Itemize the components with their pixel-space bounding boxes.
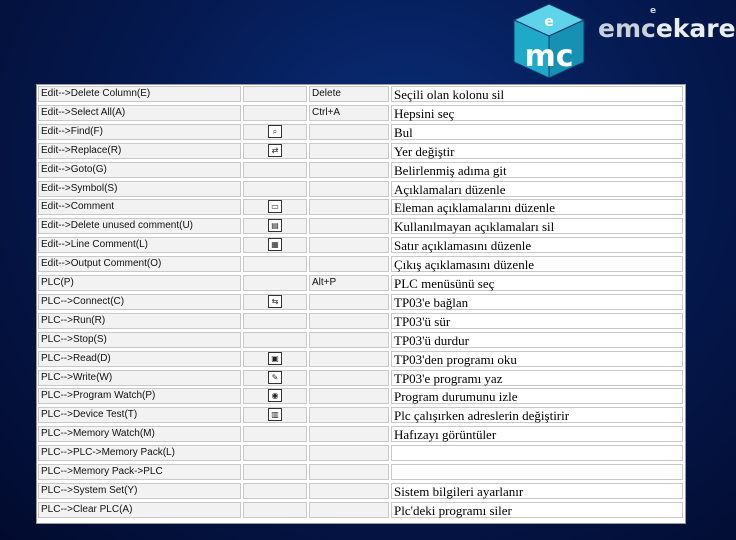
shortcut-cell (309, 502, 389, 518)
shortcut-cell (309, 237, 389, 253)
command-cell: PLC-->Device Test(T) (38, 407, 241, 423)
description-cell (391, 464, 683, 480)
toolbar-icon-cell (243, 162, 307, 178)
toolbar-icon-cell (243, 237, 307, 253)
line-comment-icon: ▦ (268, 238, 282, 251)
write-icon: ✎ (268, 371, 282, 384)
toolbar-icon-cell (243, 502, 307, 518)
table-row (37, 217, 685, 235)
toolbar-icon-cell (243, 143, 307, 159)
table-row (37, 482, 685, 500)
toolbar-icon-cell (243, 294, 307, 310)
command-cell: Edit-->Delete unused comment(U) (38, 218, 241, 234)
table-row (37, 123, 685, 141)
toolbar-icon-cell (243, 426, 307, 442)
table-row (37, 501, 685, 519)
shortcut-cell (309, 351, 389, 367)
table-row (37, 387, 685, 405)
command-cell: PLC-->Read(D) (38, 351, 241, 367)
find-icon: ⌕ (268, 125, 282, 138)
description-cell: Yer değiştir (391, 143, 683, 159)
shortcut-cell (309, 294, 389, 310)
description-cell: Hafızayı görüntüler (391, 426, 683, 442)
toolbar-icon-cell (243, 199, 307, 215)
table-row (37, 369, 685, 387)
command-cell: Edit-->Delete Column(E) (38, 86, 241, 102)
command-cell: PLC-->Write(W) (38, 370, 241, 386)
program-watch-icon: ◉ (268, 389, 282, 402)
brand-part1: emc (598, 14, 656, 43)
command-cell: PLC-->PLC->Memory Pack(L) (38, 445, 241, 461)
toolbar-icon-cell (243, 124, 307, 140)
description-cell: Bul (391, 124, 683, 140)
device-test-icon: ▥ (268, 408, 282, 421)
command-cell: PLC-->Run(R) (38, 313, 241, 329)
brand-wordmark (598, 14, 736, 44)
description-cell: Plc'deki programı siler (391, 502, 683, 518)
command-cell: Edit-->Goto(G) (38, 162, 241, 178)
table-row (37, 161, 685, 179)
table-row (37, 293, 685, 311)
table-row (37, 180, 685, 198)
table-row (37, 406, 685, 424)
description-cell: Kullanılmayan açıklamaları sil (391, 218, 683, 234)
shortcut-cell (309, 199, 389, 215)
shortcut-cell (309, 464, 389, 480)
shortcut-cell (309, 162, 389, 178)
shortcut-cell (309, 124, 389, 140)
table-row (37, 350, 685, 368)
command-cell: PLC-->Program Watch(P) (38, 388, 241, 404)
shortcut-cell (309, 313, 389, 329)
command-cell: Edit-->Output Comment(O) (38, 256, 241, 272)
toolbar-icon-cell (243, 313, 307, 329)
description-cell: Hepsini seç (391, 105, 683, 121)
brand-part2: ekare (655, 14, 736, 43)
description-cell: PLC menüsünü seç (391, 275, 683, 291)
toolbar-icon-cell (243, 464, 307, 480)
toolbar-icon-cell (243, 370, 307, 386)
emc-cube-logo (510, 2, 588, 80)
shortcut-cell (309, 181, 389, 197)
shortcut-cell (309, 407, 389, 423)
table-row (37, 198, 685, 216)
command-cell: PLC-->Memory Watch(M) (38, 426, 241, 442)
description-cell: Seçili olan kolonu sil (391, 86, 683, 102)
command-cell: PLC-->Stop(S) (38, 332, 241, 348)
shortcut-cell (309, 370, 389, 386)
command-cell: Edit-->Comment (38, 199, 241, 215)
shortcut-cell: Delete (309, 86, 389, 102)
shortcut-cell (309, 218, 389, 234)
toolbar-icon-cell (243, 181, 307, 197)
toolbar-icon-cell (243, 86, 307, 102)
command-cell: PLC-->Memory Pack->PLC (38, 464, 241, 480)
toolbar-icon-cell (243, 483, 307, 499)
toolbar-icon-cell (243, 332, 307, 348)
shortcut-cell: Ctrl+A (309, 105, 389, 121)
description-cell: Belirlenmiş adıma git (391, 162, 683, 178)
read-icon: ▣ (268, 352, 282, 365)
shortcut-cell (309, 143, 389, 159)
logo-top-letter: e (544, 14, 554, 30)
command-table (36, 84, 686, 524)
description-cell: Satır açıklamasını düzenle (391, 237, 683, 253)
toolbar-icon-cell (243, 218, 307, 234)
logo-letters: mc (524, 39, 574, 74)
description-cell: TP03'e programı yaz (391, 370, 683, 386)
command-cell: PLC-->Clear PLC(A) (38, 502, 241, 518)
description-cell: Program durumunu izle (391, 388, 683, 404)
command-cell: Edit-->Find(F) (38, 124, 241, 140)
table-row (37, 236, 685, 254)
shortcut-cell (309, 256, 389, 272)
shortcut-cell (309, 445, 389, 461)
toolbar-icon-cell (243, 275, 307, 291)
table-row (37, 274, 685, 292)
description-cell: Eleman açıklamalarını düzenle (391, 199, 683, 215)
description-cell: TP03'ü sür (391, 313, 683, 329)
table-row (37, 425, 685, 443)
table-row (37, 463, 685, 481)
shortcut-cell (309, 426, 389, 442)
command-cell: Edit-->Symbol(S) (38, 181, 241, 197)
connect-icon: ⇆ (268, 295, 282, 308)
description-cell: TP03'ü durdur (391, 332, 683, 348)
toolbar-icon-cell (243, 388, 307, 404)
table-row (37, 104, 685, 122)
description-cell: Plc çalışırken adreslerin değiştirir (391, 407, 683, 423)
comment-icon: ▭ (268, 200, 282, 213)
shortcut-cell: Alt+P (309, 275, 389, 291)
toolbar-icon-cell (243, 407, 307, 423)
table-row (37, 255, 685, 273)
command-cell: Edit-->Replace(R) (38, 143, 241, 159)
description-cell: Sistem bilgileri ayarlanır (391, 483, 683, 499)
toolbar-icon-cell (243, 351, 307, 367)
command-cell: PLC-->System Set(Y) (38, 483, 241, 499)
shortcut-cell (309, 388, 389, 404)
delete-comment-icon: ▤ (268, 219, 282, 232)
command-cell: PLC-->Connect(C) (38, 294, 241, 310)
command-cell: Edit-->Line Comment(L) (38, 237, 241, 253)
toolbar-icon-cell (243, 256, 307, 272)
table-row (37, 85, 685, 103)
description-cell: Çıkış açıklamasını düzenle (391, 256, 683, 272)
table-row (37, 312, 685, 330)
toolbar-icon-cell (243, 445, 307, 461)
description-cell: TP03'den programı oku (391, 351, 683, 367)
shortcut-cell (309, 332, 389, 348)
shortcut-cell (309, 483, 389, 499)
brand-superscript: e (650, 6, 657, 16)
description-cell (391, 445, 683, 461)
replace-icon: ⇄ (268, 144, 282, 157)
command-cell: Edit-->Select All(A) (38, 105, 241, 121)
toolbar-icon-cell (243, 105, 307, 121)
table-row (37, 444, 685, 462)
description-cell: TP03'e bağlan (391, 294, 683, 310)
table-row (37, 142, 685, 160)
command-cell: PLC(P) (38, 275, 241, 291)
description-cell: Açıklamaları düzenle (391, 181, 683, 197)
table-row (37, 331, 685, 349)
